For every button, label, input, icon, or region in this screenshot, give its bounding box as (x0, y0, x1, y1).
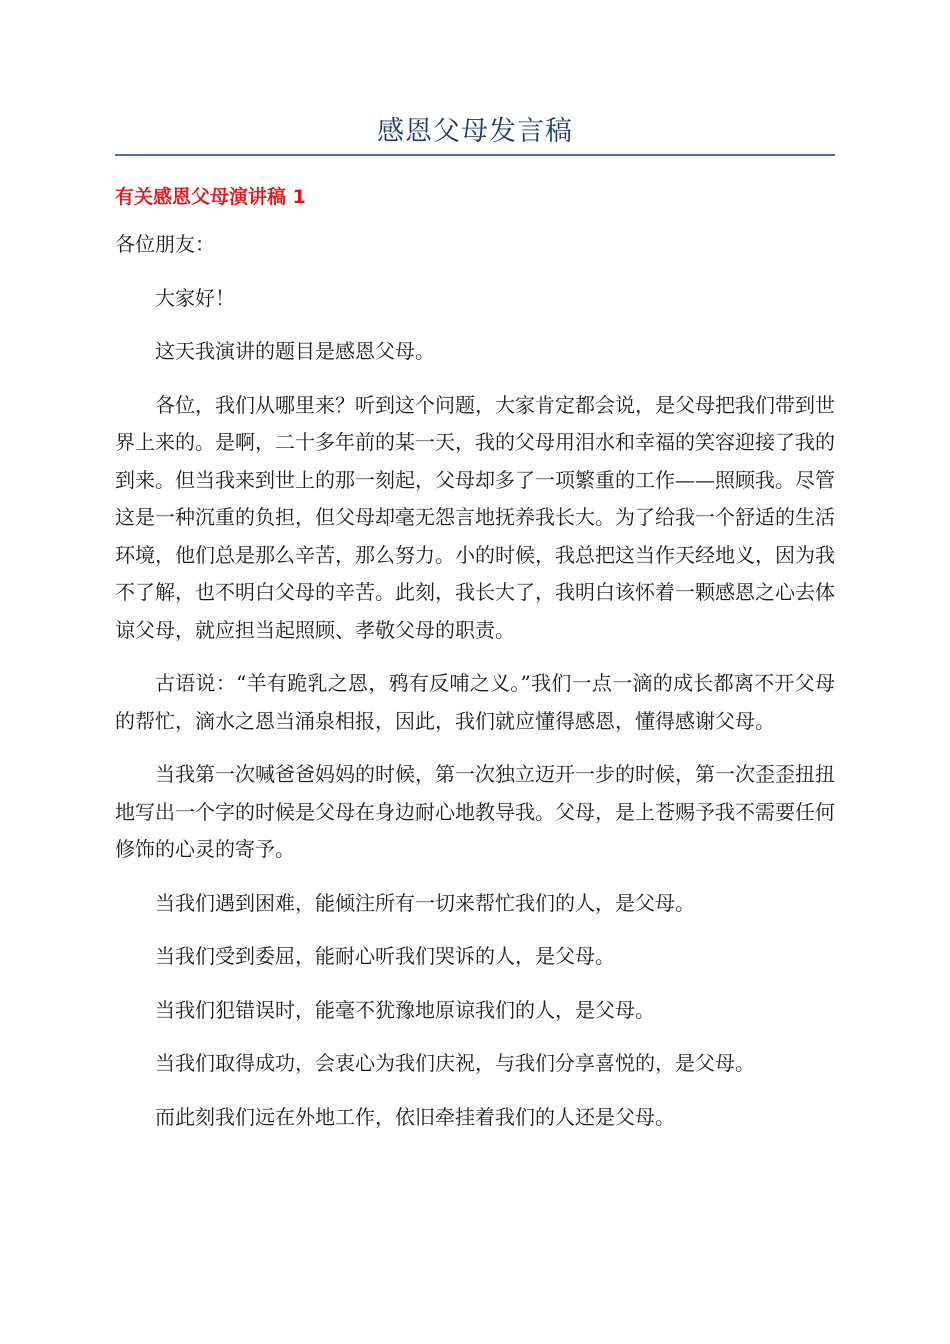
document-title: 感恩父母发言稿 (377, 116, 573, 147)
paragraph-mistakes: 当我们犯错误时，能毫不犹豫地原谅我们的人，是父母。 (155, 997, 655, 1022)
paragraph-firsts: 当我第一次喊爸爸妈妈的时候，第一次独立迈开一步的时候，第一次歪歪扭扭地写出一个字的时候是父母在身边耐心地教导我。父母，是上苍赐予我不需要任何修饰的心灵的寄予。 (115, 762, 835, 861)
paragraph-grievance: 当我们受到委屈，能耐心听我们哭诉的人，是父母。 (155, 944, 615, 968)
paragraph-difficulty: 当我们遇到困难，能倾注所有一切来帮忙我们的人，是父母。 (155, 890, 695, 915)
paragraph-topic: 这天我演讲的题目是感恩父母。 (155, 339, 435, 363)
paragraph-success: 当我们取得成功，会衷心为我们庆祝，与我们分享喜悦的，是父母。 (155, 1051, 755, 1075)
section-heading: 有关感恩父母演讲稿 1 (115, 186, 306, 208)
paragraph-greeting: 大家好！ (155, 285, 235, 310)
title-underline-divider (115, 154, 835, 156)
paragraph-far-away: 而此刻我们远在外地工作，依旧牵挂着我们的人还是父母。 (155, 1104, 675, 1129)
salutation: 各位朋友： (115, 232, 215, 256)
paragraph-origin: 各位，我们从哪里来？听到这个问题，大家肯定都会说，是父母把我们带到世界上来的。是啊，二十多年前的某一天，我的父母用泪水和幸福的笑容迎接了我的到来。但当我来到世上的那一刻起，父母却多了一项繁重的工作——照顾我。尽管这是一种沉重的负担，但父母却毫无怨言地抚养我长大。为了给我一个舒适的生活环境，他们总是那么辛苦，那么努力。小的时候，我总把这当作天经地义，因为我不了解，也不明白父母的辛苦。此刻，我长大了，我明白该怀着一颗感恩之心去体谅父母，就应担当起照顾、孝敬父母的职责。 (115, 392, 835, 642)
speech-body (115, 226, 835, 1152)
paragraph-proverb: 古语说：“羊有跪乳之恩，鸦有反哺之义。”我们一点一滴的成长都离不开父母的帮忙，滴水之恩当涌泉相报，因此，我们就应懂得感恩，懂得感谢父母。 (115, 671, 835, 733)
